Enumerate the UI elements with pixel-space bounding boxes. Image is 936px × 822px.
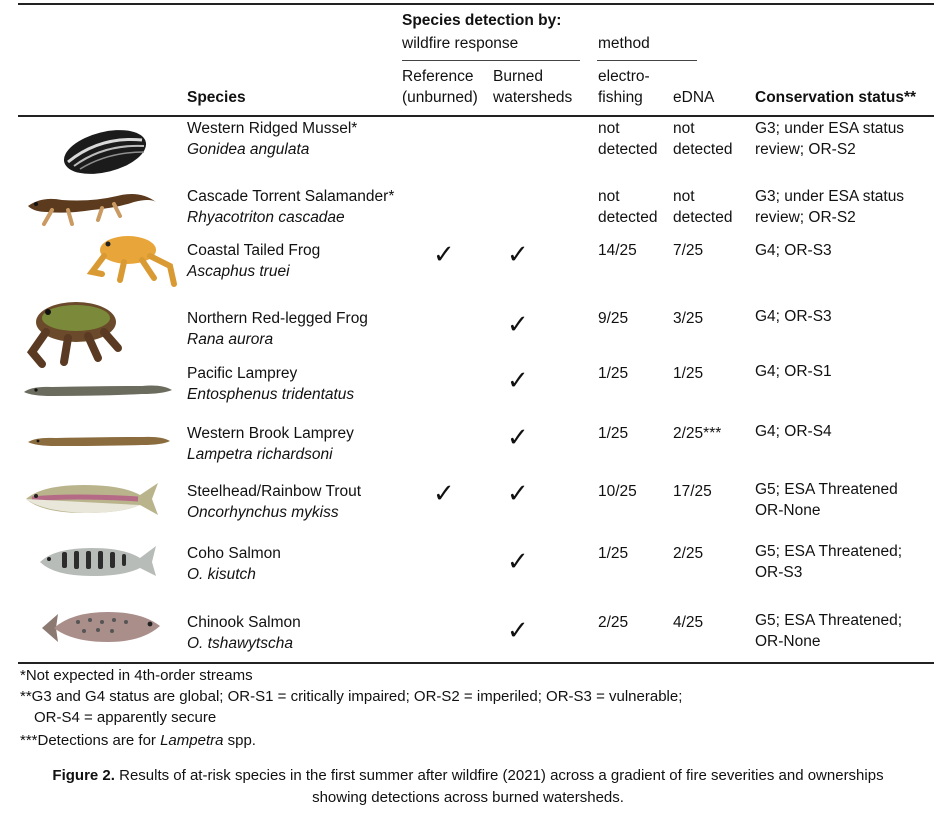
species-scientific-name: O. tshawytscha <box>187 635 293 652</box>
edna-value: 7/25 <box>673 242 704 259</box>
species-scientific-name: Lampetra richardsoni <box>187 446 333 463</box>
header-bottom-rule <box>18 115 934 117</box>
group-title: Species detection by: <box>402 12 562 29</box>
species-common-name: Northern Red-legged Frog <box>187 310 368 327</box>
species-common-name: Cascade Torrent Salamander* <box>187 188 395 205</box>
subheader-wildfire: wildfire response <box>402 35 519 52</box>
col-header-burned-2: watersheds <box>493 89 573 106</box>
conservation-status-2: OR-None <box>755 633 821 650</box>
burned-check-icon: ✓ <box>507 310 529 340</box>
conservation-status: G3; under ESA status <box>755 188 905 205</box>
electrofishing-value-2: detected <box>598 209 658 226</box>
edna-value: 17/25 <box>673 483 712 500</box>
col-header-reference: Reference <box>402 68 474 85</box>
conservation-status: G3; under ESA status <box>755 120 905 137</box>
edna-value: 4/25 <box>673 614 704 631</box>
edna-value: 1/25 <box>673 365 704 382</box>
species-scientific-name: Gonidea angulata <box>187 141 310 158</box>
electrofishing-value: 1/25 <box>598 425 629 442</box>
edna-value: 3/25 <box>673 310 704 327</box>
species-scientific-name: Entosphenus tridentatus <box>187 386 355 403</box>
footnote-3-text: ***Detections are for <box>20 732 161 749</box>
edna-value-2: detected <box>673 209 733 226</box>
electrofishing-value: 10/25 <box>598 483 637 500</box>
species-scientific-name: Rhyacotriton cascadae <box>187 209 345 226</box>
col-header-electrofishing: electro- <box>598 68 650 85</box>
table-top-rule <box>18 3 934 5</box>
table-bottom-rule <box>18 662 934 664</box>
footnote-3 <box>20 731 256 751</box>
conservation-status: G5; ESA Threatened; <box>755 612 903 629</box>
edna-value: not <box>673 188 695 205</box>
conservation-status-2: review; OR-S2 <box>755 141 856 158</box>
col-header-electrofishing-2: fishing <box>598 89 643 106</box>
conservation-status-2: review; OR-S2 <box>755 209 856 226</box>
electrofishing-value-2: detected <box>598 141 658 158</box>
edna-value: 2/25*** <box>673 425 722 442</box>
method-rule <box>597 60 697 61</box>
species-common-name: Western Brook Lamprey <box>187 425 354 442</box>
electrofishing-value: 1/25 <box>598 545 629 562</box>
burned-check-icon: ✓ <box>507 547 529 577</box>
species-common-name: Coastal Tailed Frog <box>187 242 321 259</box>
edna-value: 2/25 <box>673 545 704 562</box>
subheader-method: method <box>598 35 650 52</box>
tailed-frog-icon <box>84 226 180 288</box>
col-header-species: Species <box>187 89 246 106</box>
wildfire-rule <box>402 60 580 61</box>
conservation-status: G4; OR-S3 <box>755 308 832 325</box>
reference-check-icon: ✓ <box>433 240 455 270</box>
species-common-name: Pacific Lamprey <box>187 365 298 382</box>
footnote-3-suffix: spp. <box>223 732 256 749</box>
electrofishing-value: 14/25 <box>598 242 637 259</box>
species-scientific-name: Ascaphus truei <box>187 263 290 280</box>
burned-check-icon: ✓ <box>507 423 529 453</box>
species-scientific-name: Oncorhynchus mykiss <box>187 504 339 521</box>
col-header-reference-2: (unburned) <box>402 89 478 106</box>
species-common-name: Chinook Salmon <box>187 614 301 631</box>
red-legged-frog-icon <box>18 292 130 372</box>
edna-value-2: detected <box>673 141 733 158</box>
reference-check-icon: ✓ <box>433 479 455 509</box>
footnote-2-continued: OR-S4 = apparently secure <box>34 709 217 726</box>
conservation-status: G4; OR-S1 <box>755 363 832 380</box>
col-header-conservation-status: Conservation status** <box>755 89 917 106</box>
footnote-2: **G3 and G4 status are global; OR-S1 = critically impaired; OR-S2 = imperiled; OR-S3 = vulnerable; <box>20 688 683 705</box>
footnote-3-genus: Lampetra <box>160 732 224 749</box>
figure-label: Figure 2. <box>52 767 115 784</box>
species-common-name: Steelhead/Rainbow Trout <box>187 483 362 500</box>
edna-value: not <box>673 120 695 137</box>
species-scientific-name: O. kisutch <box>187 566 256 583</box>
conservation-status: G5; ESA Threatened; <box>755 543 903 560</box>
electrofishing-value: not <box>598 120 620 137</box>
pacific-lamprey-icon <box>22 378 174 402</box>
electrofishing-value: 2/25 <box>598 614 629 631</box>
conservation-status: G4; OR-S3 <box>755 242 832 259</box>
burned-check-icon: ✓ <box>507 479 529 509</box>
caption-line-1: Results of at-risk species in the first summer after wildfire (2021) across a gradient of fire severities and ownerships <box>114 767 884 784</box>
trout-icon <box>22 477 162 521</box>
burned-check-icon: ✓ <box>507 240 529 270</box>
chinook-icon <box>38 604 166 648</box>
species-common-name: Western Ridged Mussel* <box>187 120 358 137</box>
footnote-1: *Not expected in 4th-order streams <box>20 667 253 684</box>
coho-icon <box>36 540 160 582</box>
electrofishing-value: 9/25 <box>598 310 629 327</box>
figure-caption <box>0 765 936 786</box>
burned-check-icon: ✓ <box>507 616 529 646</box>
species-scientific-name: Rana aurora <box>187 331 274 348</box>
figure-caption-line-2: showing detections across burned watersheds. <box>312 789 624 806</box>
col-header-edna: eDNA <box>673 89 715 106</box>
electrofishing-value: 1/25 <box>598 365 629 382</box>
conservation-status: G4; OR-S4 <box>755 423 832 440</box>
mussel-icon <box>60 122 150 178</box>
electrofishing-value: not <box>598 188 620 205</box>
brook-lamprey-icon <box>26 431 172 451</box>
conservation-status: G5; ESA Threatened <box>755 481 898 498</box>
conservation-status-2: OR-None <box>755 502 821 519</box>
species-common-name: Coho Salmon <box>187 545 281 562</box>
conservation-status-2: OR-S3 <box>755 564 803 581</box>
salamander-icon <box>22 180 162 232</box>
burned-check-icon: ✓ <box>507 366 529 396</box>
col-header-burned: Burned <box>493 68 543 85</box>
